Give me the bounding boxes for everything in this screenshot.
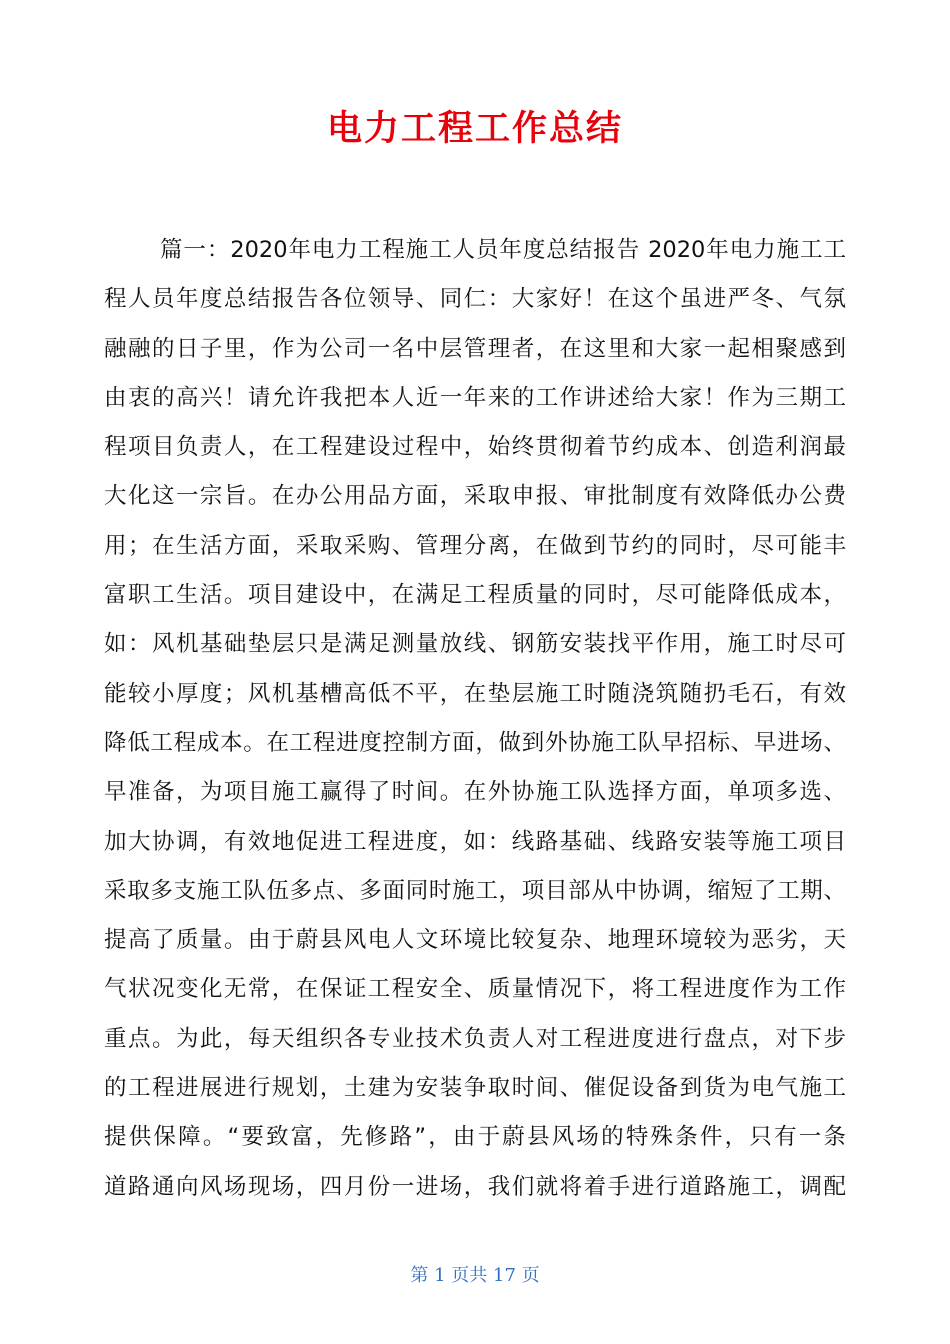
document-title: 电力工程工作总结: [326, 109, 623, 149]
body-line: 采取多支施工队伍多点、多面同时施工，项目部从中协调，缩短了工期、: [104, 877, 846, 904]
document-body: [104, 226, 846, 1212]
body-line: 由衷的高兴！请允许我把本人近一年来的工作讲述给大家！作为三期工: [104, 384, 846, 411]
page-number-footer: 第 1 页共 17 页: [410, 1265, 540, 1286]
body-line: 道路通向风场现场，四月份一进场，我们就将着手进行道路施工，调配: [104, 1173, 846, 1200]
body-line: 篇一：2020年电力工程施工人员年度总结报告 2020年电力施工工: [160, 237, 846, 263]
body-line: 用；在生活方面，采取采购、管理分离，在做到节约的同时，尽可能丰: [104, 532, 846, 559]
body-line: 的工程进展进行规划，土建为安装争取时间、催促设备到货为电气施工: [104, 1075, 846, 1102]
body-line: 如：风机基础垫层只是满足测量放线、钢筋安装找平作用，施工时尽可: [104, 631, 846, 658]
body-line: 提供保障。“要致富，先修路”，由于蔚县风场的特殊条件，只有一条: [104, 1124, 846, 1151]
body-line: 提高了质量。由于蔚县风电人文环境比较复杂、地理环境较为恶劣，天: [104, 927, 846, 954]
body-line: 降低工程成本。在工程进度控制方面，做到外协施工队早招标、早进场、: [104, 729, 846, 756]
body-line: 重点。为此，每天组织各专业技术负责人对工程进度进行盘点，对下步: [104, 1025, 846, 1052]
body-line: 程人员年度总结报告各位领导、同仁：大家好！在这个虽进严冬、气氛: [104, 286, 846, 313]
body-line: 大化这一宗旨。在办公用品方面，采取申报、审批制度有效降低办公费: [104, 483, 846, 510]
body-line: 程项目负责人，在工程建设过程中，始终贯彻着节约成本、创造利润最: [104, 434, 846, 461]
body-line: 富职工生活。项目建设中，在满足工程质量的同时，尽可能降低成本，: [104, 582, 846, 609]
body-line: 能较小厚度；风机基槽高低不平，在垫层施工时随浇筑随扔毛石，有效: [104, 680, 846, 707]
body-line: 早准备，为项目施工赢得了时间。在外协施工队选择方面，单项多选、: [104, 779, 846, 806]
body-line: 融融的日子里，作为公司一名中层管理者，在这里和大家一起相聚感到: [104, 335, 846, 362]
body-line: 加大协调，有效地促进工程进度，如：线路基础、线路安装等施工项目: [104, 828, 846, 855]
body-line: 气状况变化无常，在保证工程安全、质量情况下，将工程进度作为工作: [104, 976, 846, 1003]
